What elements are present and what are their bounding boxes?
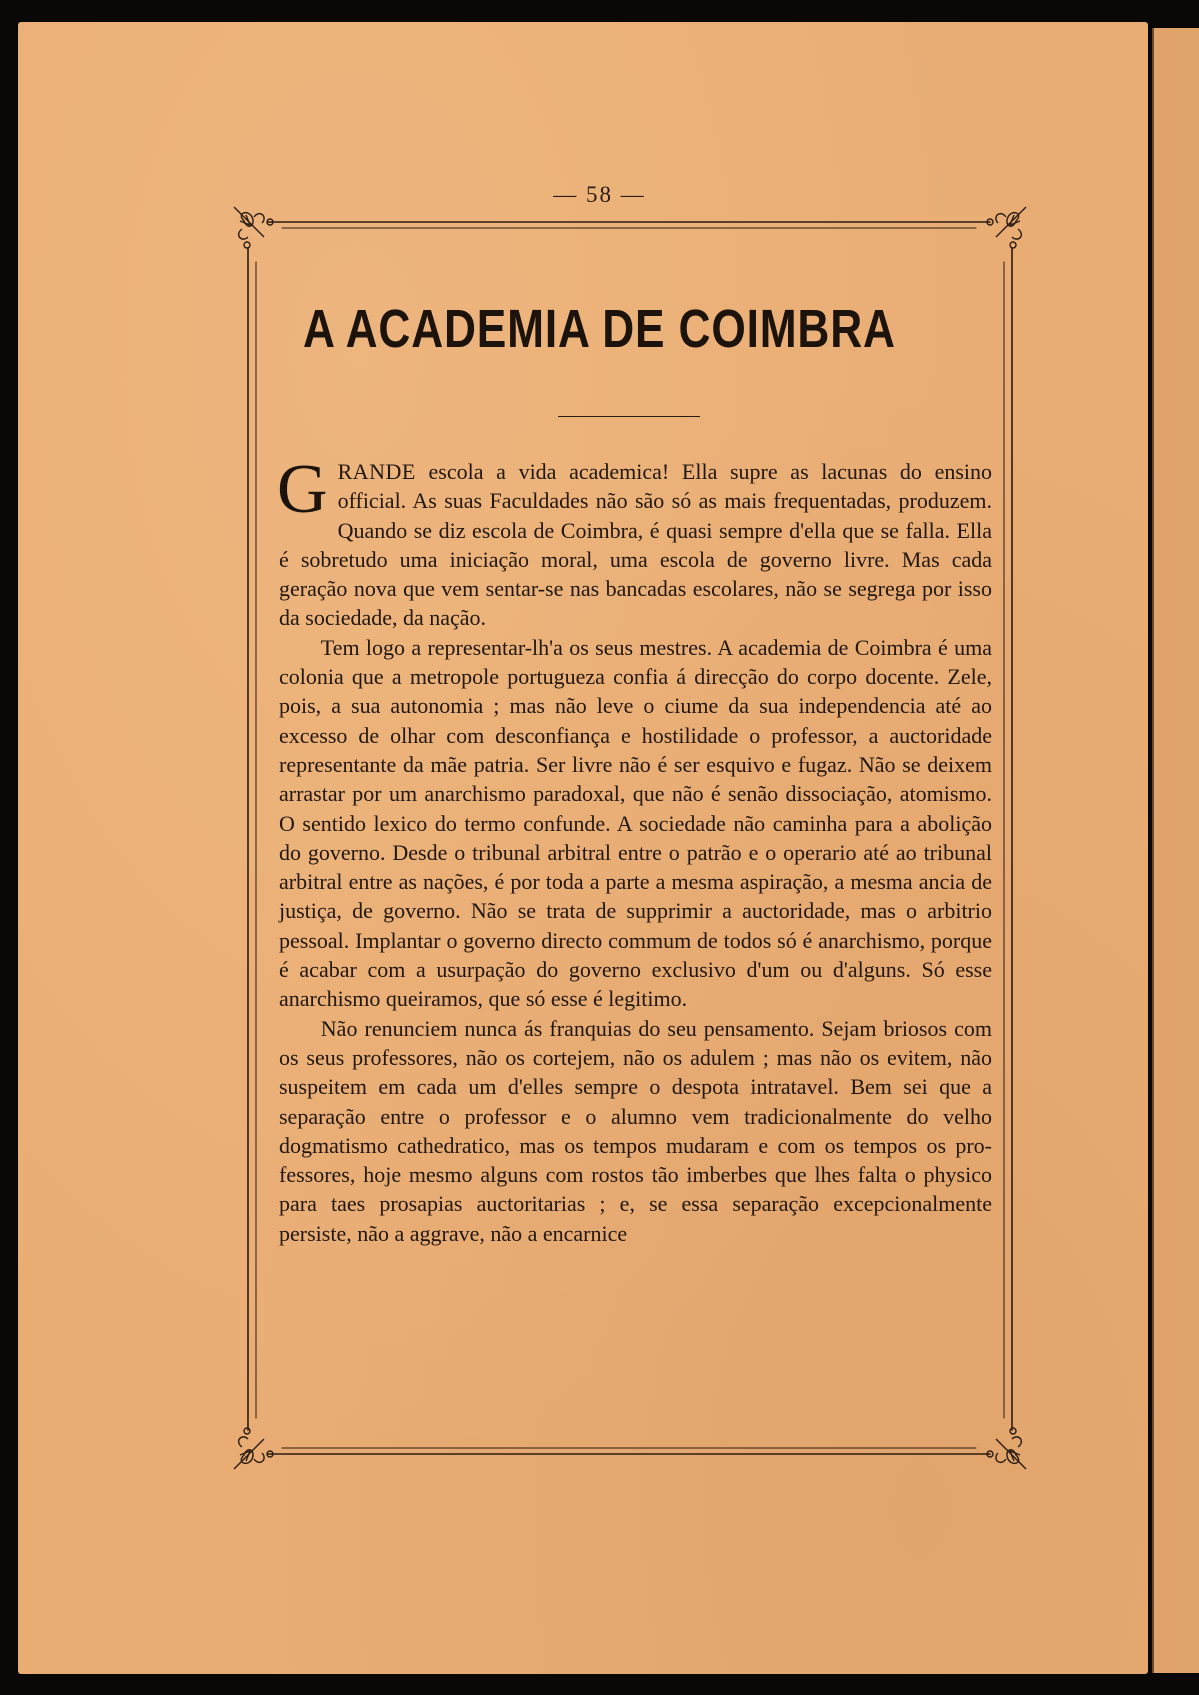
corner-ornament-bottom-right-icon bbox=[987, 1428, 1026, 1469]
paragraph-2: Tem logo a representar-lh'a os seus mestres. A academia de Coimbra é uma colonia que a metropole portugueza confia á direcção do corpo docente. Zele, pois, a sua autonomia ; mas não leve o ciume da sua independencia até ao excesso de olhar com desconfiança e hostilidade o professor, a auctoridade representante da mãe patria. Ser livre não é ser esquivo e fugaz. Não se deixem arrastar por um anarchismo paradoxal, que não é senão dissociação, atomismo. O sentido lexico do termo confunde. A sociedade não caminha para a abolição do governo. Desde o tribunal arbitral entre o patrão e o operario até ao tribunal arbitral entre as nações, é por toda a parte a mesma aspiração, a mesma ancia de justiça, de governo. Não se trata de supprimir a auctoridade, mas o arbitrio pessoal. Implantar o governo directo commum de todos só é anarchismo, porque é acabar com a usurpação do governo exclusivo d'um ou d'alguns. Só esse anarchismo queiramos, que só esse é legitimo. bbox=[279, 634, 992, 1012]
corner-ornament-top-right-icon bbox=[987, 207, 1026, 248]
title-divider bbox=[558, 416, 700, 417]
drop-cap-continuation: RANDE bbox=[337, 459, 416, 484]
paragraph-1-text: escola a vida academica! Ella supre as lacunas do ensino official. As suas Faculdades não são só as mais frequentadas, produzem. Quando se diz escola de Coimbra, é quasi sempre d'ella que se falla. Ella é sobretudo uma iniciação moral, uma escola de governo livre. Mas cada geração nova que vem sentar-se nas bancadas escolares, não se segrega por isso da sociedade, da nação. bbox=[279, 459, 993, 631]
corner-ornament-top-left-icon bbox=[234, 207, 273, 248]
page-number: — 58 — bbox=[553, 182, 646, 207]
corner-ornament-bottom-left-icon bbox=[234, 1428, 273, 1469]
paragraph-3: Não renunciem nunca ás franquias do seu pensamento. Sejam briosos com os seus professores, não os cortejem, não os adulem ; mas não os evitem, não suspeitem em cada um d'elles sempre o despota intratavel. Bem sei que a separação entre o professor e o alumno vem tradicionalmente do velho dogmatismo cathedratico, mas os tempos mudaram e com os tempos os professores, hoje mesmo alguns com rostos tão imberbes que lhes falta o physico para taes prosapias auctoritarias ; e, se essa separação excepcionalmente persiste, não a aggrave, não a encarnice bbox=[279, 1015, 992, 1246]
article-title: A ACADEMIA DE COIMBRA bbox=[302, 299, 896, 359]
drop-cap: G bbox=[277, 451, 328, 528]
article-body bbox=[277, 451, 993, 1248]
paragraph-1 bbox=[277, 451, 993, 633]
